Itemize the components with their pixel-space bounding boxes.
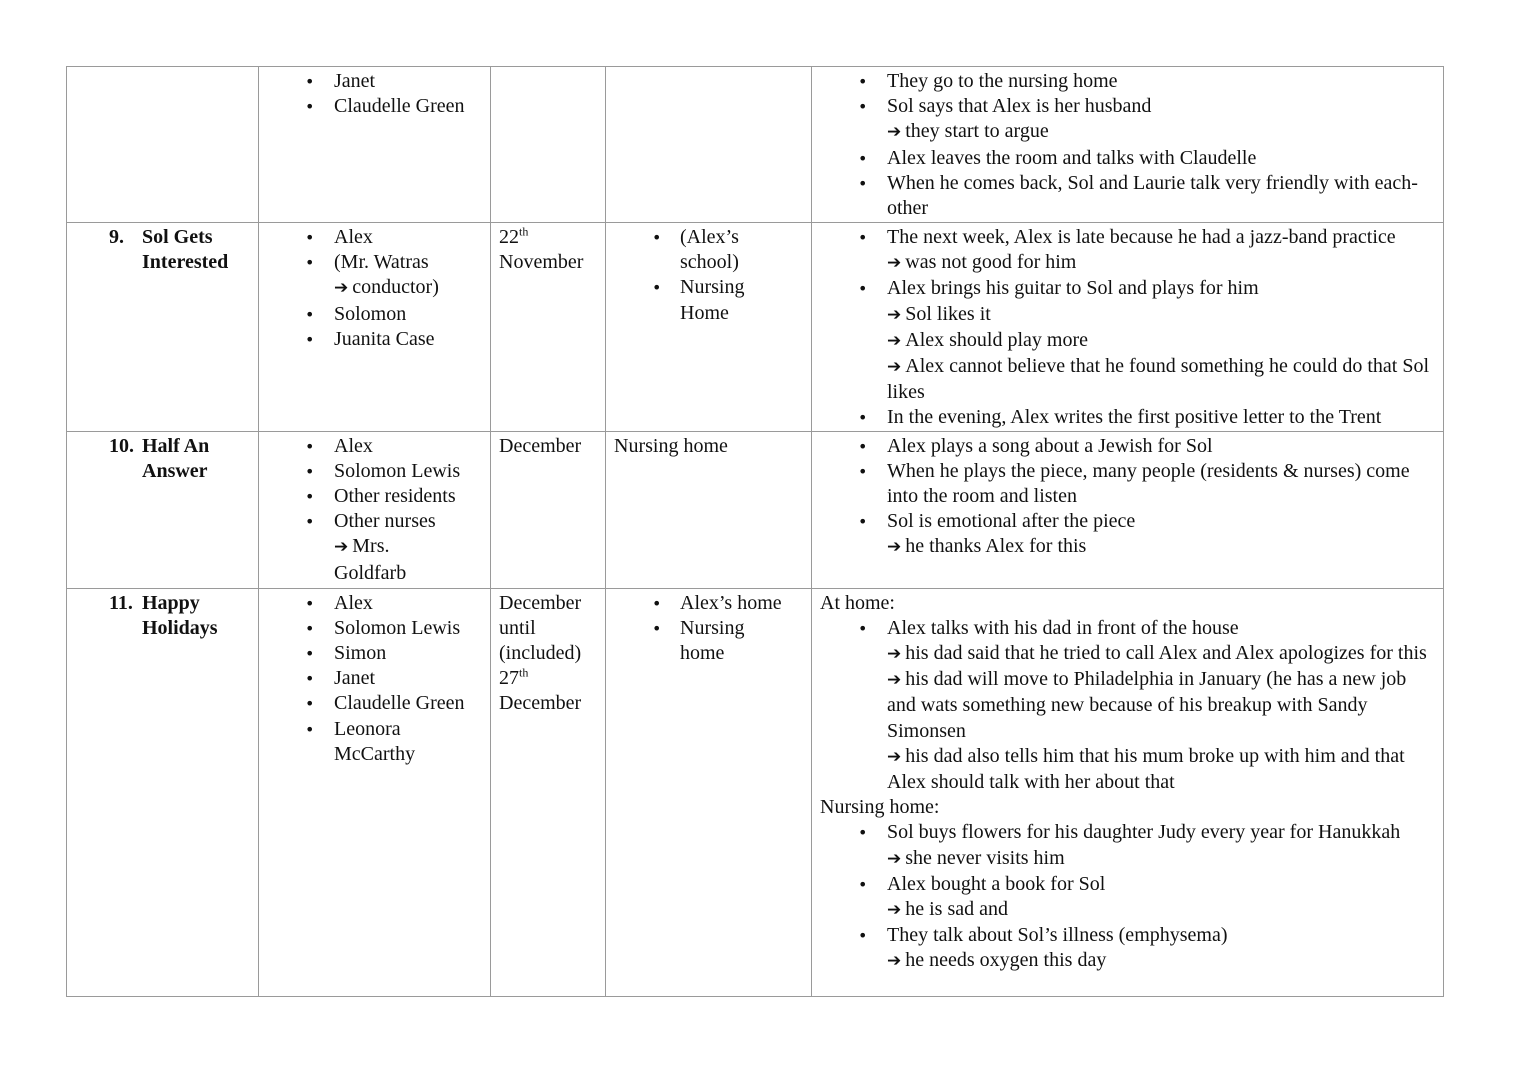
list-item: • Other residents — [267, 484, 482, 509]
list-item: • Juanita Case — [267, 327, 482, 352]
table-row — [67, 431, 1444, 588]
list-item: • Claudelle Green — [267, 94, 482, 119]
list-item: • Nursing Home — [614, 275, 803, 325]
arrow-icon: ➔ — [887, 900, 902, 921]
list-item: • Alex — [267, 225, 482, 250]
list-item: • Alex — [267, 591, 482, 616]
list-item: • Solomon Lewis — [267, 459, 482, 484]
place-cell — [606, 67, 812, 223]
chapter-cell — [67, 223, 259, 432]
list-item: • Solomon — [267, 302, 482, 327]
list-item: • They go to the nursing home — [820, 69, 1435, 94]
list-item: • Alex plays a song about a Jewish for Sol — [820, 434, 1435, 459]
summary-cell — [812, 67, 1444, 223]
chapter-title: Happy Holidays — [142, 591, 218, 639]
list-item: • Alex’s home — [614, 591, 803, 616]
time-cell: December — [491, 431, 606, 588]
chapter-cell — [67, 431, 259, 588]
chapter-title: Sol Gets Interested — [142, 226, 229, 274]
summary-cell — [812, 431, 1444, 588]
list-item: • Other nurses ➔ Mrs. Goldfarb — [267, 509, 482, 586]
summary-table — [66, 66, 1444, 997]
list-item: • When he comes back, Sol and Laurie talk very friendly with each-other — [820, 171, 1435, 221]
arrow-icon: ➔ — [887, 848, 902, 869]
list-item: • Alex leaves the room and talks with Claudelle — [820, 146, 1435, 171]
arrow-icon: ➔ — [887, 330, 902, 351]
list-item: • Simon — [267, 641, 482, 666]
table-row — [67, 67, 1444, 223]
arrow-icon: ➔ — [334, 537, 349, 558]
arrow-icon: ➔ — [887, 537, 902, 558]
list-item: • Sol buys flowers for his daughter Judy every year for Hanukkah ➔ she never visits him — [820, 820, 1435, 871]
arrow-icon: ➔ — [887, 644, 902, 665]
list-item: • Alex — [267, 434, 482, 459]
table-row — [67, 588, 1444, 996]
place-cell — [606, 588, 812, 996]
place-cell — [606, 223, 812, 432]
list-item: • Leonora McCarthy — [267, 717, 482, 767]
list-item: • Sol is emotional after the piece ➔ he thanks Alex for this — [820, 509, 1435, 560]
arrow-icon: ➔ — [887, 357, 902, 378]
chapter-title: Half An Answer — [142, 434, 210, 482]
arrow-icon: ➔ — [334, 278, 349, 299]
arrow-icon: ➔ — [887, 304, 902, 325]
chapter-cell — [67, 67, 259, 223]
list-item: • The next week, Alex is late because he had a jazz-band practice ➔ was not good for him — [820, 225, 1435, 276]
characters-cell — [259, 431, 491, 588]
chapter-number: 9. — [109, 226, 124, 248]
arrow-icon: ➔ — [887, 253, 902, 274]
chapter-number: 10. — [109, 434, 134, 457]
section-heading: At home: — [820, 591, 895, 614]
characters-cell — [259, 588, 491, 996]
arrow-icon: ➔ — [887, 122, 902, 143]
list-item: • Nursing home — [614, 616, 803, 666]
section-heading: Nursing home: — [820, 796, 940, 819]
arrow-icon: ➔ — [887, 951, 902, 972]
time-cell — [491, 67, 606, 223]
list-item: • Sol says that Alex is her husband ➔ they start to argue — [820, 94, 1435, 145]
list-item: • When he plays the piece, many people (residents & nurses) come into the room and listen — [820, 459, 1435, 509]
place-cell: Nursing home — [606, 431, 812, 588]
list-item: • Alex bought a book for Sol ➔ he is sad and — [820, 872, 1435, 923]
arrow-icon: ➔ — [887, 670, 902, 691]
list-item: • Janet — [267, 69, 482, 94]
list-item: • In the evening, Alex writes the first positive letter to the Trent — [820, 405, 1435, 430]
time-cell: December until (included) 27th December — [491, 588, 606, 996]
list-item: • Alex brings his guitar to Sol and plays for him ➔ Sol likes it ➔ Alex should play more ➔ Alex cannot believe that he found something he could do that Sol likes — [820, 276, 1435, 405]
list-item: • Solomon Lewis — [267, 616, 482, 641]
list-item: • (Mr. Watras ➔ conductor) — [267, 250, 482, 301]
chapter-cell — [67, 588, 259, 996]
time-cell: 22th November — [491, 223, 606, 432]
list-item: • Alex talks with his dad in front of the house ➔ his dad said that he tried to call Alex and Alex apologizes for this ➔ his dad will move to Philadelphia in January (he has a new job and wats something new because of his breakup with Sandy Simonsen ➔ his dad also tells him that his mum broke up with him and that Alex should talk with her about that — [820, 616, 1435, 795]
chapter-number: 11. — [109, 591, 133, 614]
summary-cell — [812, 223, 1444, 432]
arrow-icon: ➔ — [887, 746, 902, 767]
list-item: • They talk about Sol’s illness (emphysema) ➔ he needs oxygen this day — [820, 923, 1435, 974]
list-item: • Janet — [267, 666, 482, 691]
list-item: • (Alex’s school) — [614, 225, 803, 275]
summary-cell — [812, 588, 1444, 996]
characters-cell — [259, 223, 491, 432]
list-item: • Claudelle Green — [267, 691, 482, 716]
table-row — [67, 223, 1444, 432]
characters-cell — [259, 67, 491, 223]
